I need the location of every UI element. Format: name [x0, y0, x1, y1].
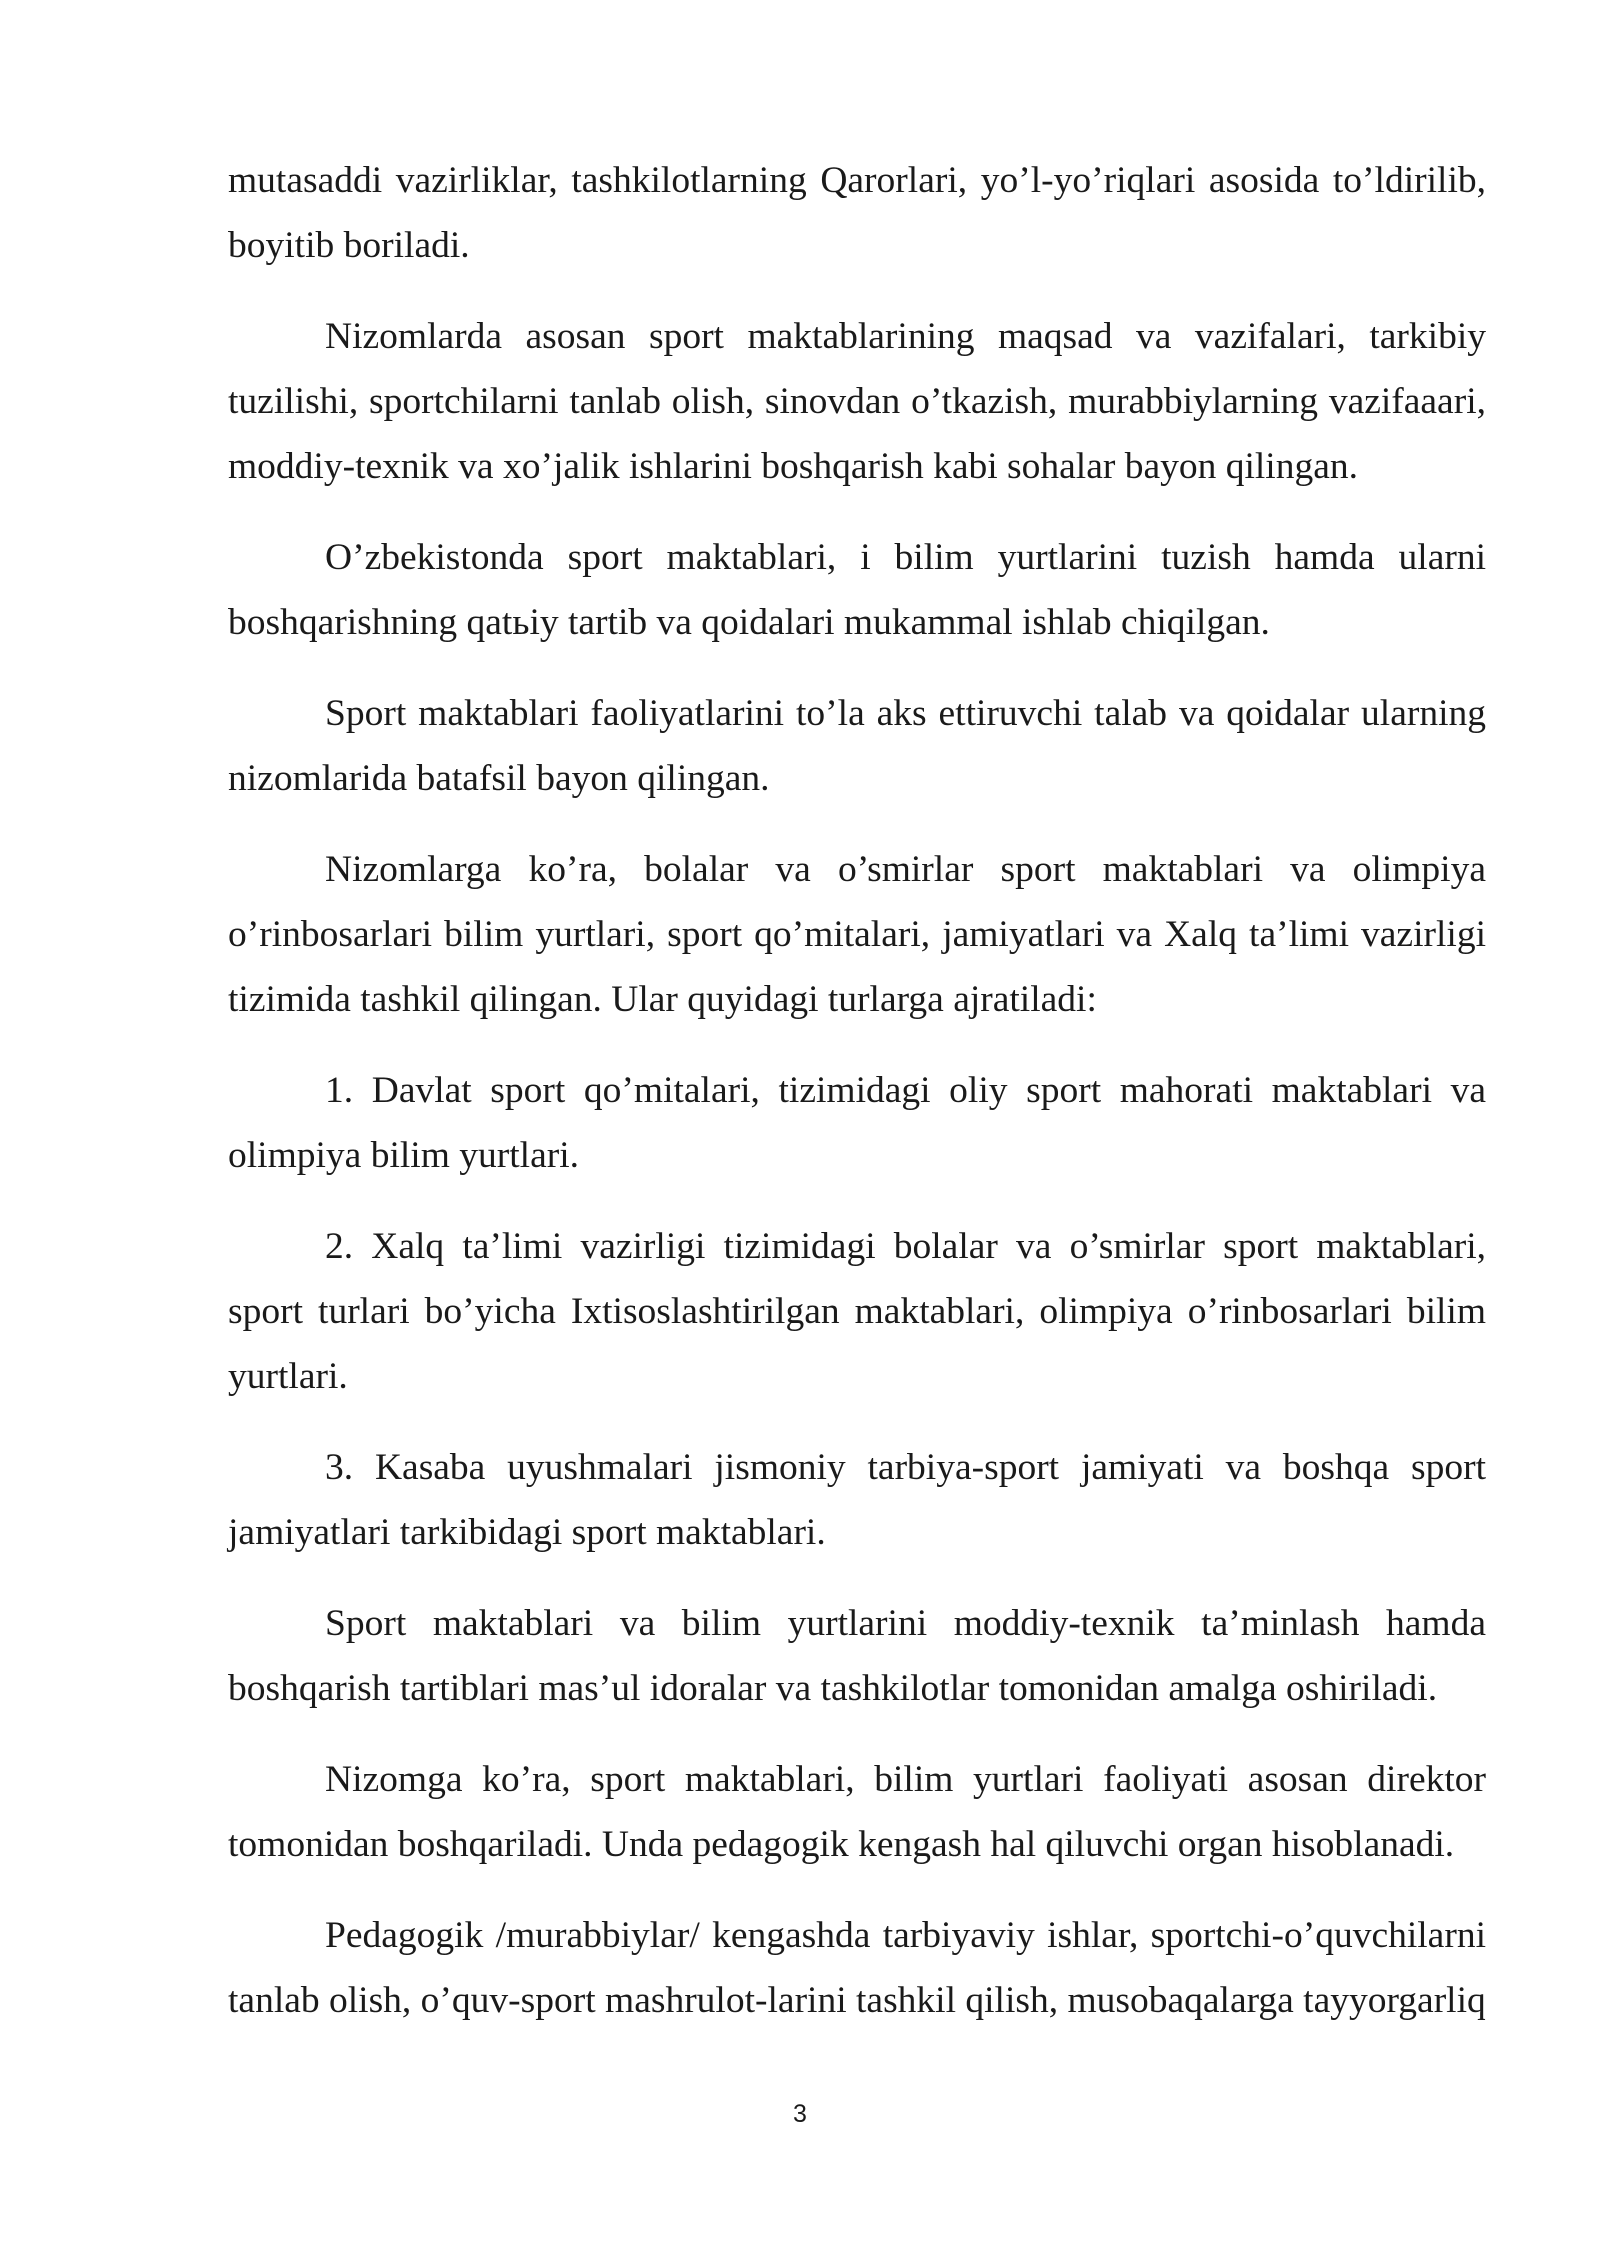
page-number: 3	[793, 2100, 807, 2128]
body-text	[228, 148, 1486, 2059]
paragraph-ozbekistonda: O’zbekistonda sport maktablari, i bilim yurtlarini tuzish hamda ularni boshqarishning qatьiy tartib va qoidalari mukammal ishlab chiqilgan.	[228, 537, 1486, 643]
paragraph-pedagogik-kengash: Pedagogik /murabbiylar/ kengashda tarbiyaviy ishlar, sportchi-o’quvchilarni tanlab olish, o’quv-sport mashrulot-larini tashkil qilish, musobaqalarga tayyorgarliq	[228, 1915, 1486, 2021]
paragraph-nizomlarga-kora: Nizomlarga ko’ra, bolalar va o’smirlar sport maktablari va olimpiya o’rinbosarlari bilim yurtlari, sport qo’mitalari, jamiyatlari va Xalq ta’limi vazirligi tizimida tashkil qilingan. Ular quyidagi turlarga ajratiladi:	[228, 849, 1486, 1020]
list-item-2: 2. Xalq ta’limi vazirligi tizimidagi bolalar va o’smirlar sport maktablari, sport turlari bo’yicha Ixtisoslashtirilgan maktablari, olimpiya o’rinbosarlari bilim yurtlari.	[228, 1226, 1486, 1397]
list-item-3: 3. Kasaba uyushmalari jismoniy tarbiya-sport jamiyati va boshqa sport jamiyatlari tarkibidagi sport maktablari.	[228, 1447, 1486, 1553]
list-item-1: 1. Davlat sport qo’mitalari, tizimidagi oliy sport mahorati maktablari va olimpiya bilim yurtlari.	[228, 1070, 1486, 1176]
paragraph-nizomga-kora: Nizomga ko’ra, sport maktablari, bilim yurtlari faoliyati asosan direktor tomonidan boshqariladi. Unda pedagogik kengash hal qiluvchi organ hisoblanadi.	[228, 1759, 1486, 1865]
paragraph-sport-maktablari-faoliyatlari: Sport maktablari faoliyatlarini to’la aks ettiruvchi talab va qoidalar ularning nizomlarida batafsil bayon qilingan.	[228, 693, 1486, 799]
paragraph-continuation: mutasaddi vazirliklar, tashkilotlarning Qarorlari, yo’l-yo’riqlari asosida to’ldirilib, boyitib boriladi.	[228, 160, 1486, 266]
paragraph-nizomlarda: Nizomlarda asosan sport maktablarining maqsad va vazifalari, tarkibiy tuzilishi, sportchilarni tanlab olish, sinovdan o’tkazish, murabbiylarning vazifaaari, moddiy-texnik va xo’jalik ishlarini boshqarish kabi sohalar bayon qilingan.	[228, 316, 1486, 487]
paragraph-moddiy-texnik: Sport maktablari va bilim yurtlarini moddiy-texnik ta’minlash hamda boshqarish tartiblari mas’ul idoralar va tashkilotlar tomonidan amalga oshiriladi.	[228, 1603, 1486, 1709]
